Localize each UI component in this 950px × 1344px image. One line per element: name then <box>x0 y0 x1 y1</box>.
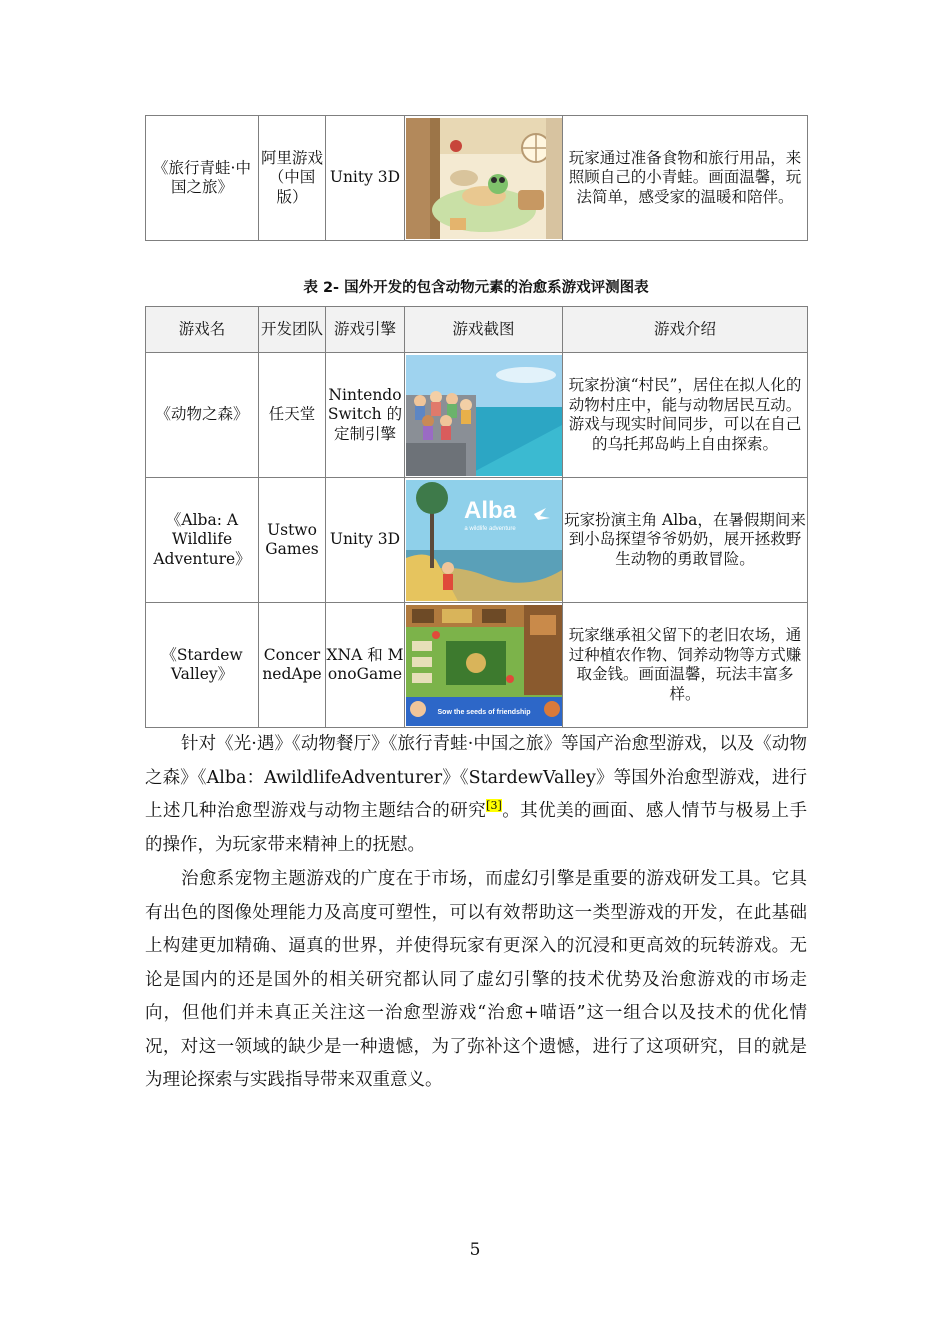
screenshot-cell <box>405 478 563 603</box>
screenshot-cell <box>405 353 563 478</box>
engine-cell: Unity 3D <box>326 116 405 241</box>
dev-team-cell: 任天堂 <box>259 353 326 478</box>
screenshot-cell <box>405 116 563 241</box>
travel-frog-screenshot <box>406 118 562 239</box>
table-row <box>146 353 808 478</box>
page-number: 5 <box>469 1240 481 1260</box>
table-row <box>146 603 808 728</box>
table-foreign-games <box>145 306 808 728</box>
stardew-valley-screenshot <box>406 605 562 726</box>
header-game-name: 游戏名 <box>146 307 259 353</box>
paragraph-text: 。其优美的画面、感人情节与极易上手的操作，为玩家带来精神上的抚慰。 <box>145 801 808 855</box>
game-intro-cell: 玩家扮演“村民”，居住在拟人化的动物村庄中，能与动物居民互动。游戏与现实时间同步，可以在自己的乌托邦岛屿上自由探索。 <box>563 353 808 478</box>
stardew-banner-text: Sow the seeds of friendship <box>437 708 530 716</box>
game-name-cell: 《旅行青蛙·中国之旅》 <box>146 116 259 241</box>
game-name-cell: 《Alba: A Wildlife Adventure》 <box>146 478 259 603</box>
game-name-cell: 《Stardew Valley》 <box>146 603 259 728</box>
paragraph-text: 针对《光·遇》《动物餐厅》《旅行青蛙·中国之旅》等国产治愈型游戏，以及《动物之森》《Alba：AwildlifeAdventurer》《StardewValley》等国外治愈型游戏，进行上述几种治愈型游戏与动物主题结合的研究 <box>145 734 807 821</box>
body-paragraph-2: 治愈系宠物主题游戏的广度在于市场，而虚幻引擎是重要的游戏研发工具。它具有出色的图像处理能力及高度可塑性，可以有效帮助这一类型游戏的开发，在此基础上构建更加精确、逼真的世界，并使得玩家有更深入的沉浸和更高效的玩转游戏。无论是国内的还是国外的相关研究都认同了虚幻引擎的技术优势及治愈游戏的市场走向，但他们并未真正关注这一治愈型游戏“治愈+喵语”这一组合以及技术的优化情况，对这一领域的缺少是一种遗憾，为了弥补这个遗憾，进行了这项研究，目的就是为理论探索与实践指导带来双重意义。 <box>145 869 807 1090</box>
citation-link[interactable]: [3] <box>486 799 502 813</box>
table-domestic-games <box>145 115 808 241</box>
animal-crossing-screenshot <box>406 355 562 476</box>
game-intro-cell: 玩家通过准备食物和旅行用品，来照顾自己的小青蛙。画面温馨，玩法简单，感受家的温暖和陪伴。 <box>563 116 808 241</box>
dev-team-cell: Ustwo Games <box>259 478 326 603</box>
game-intro-cell: 玩家扮演主角 Alba，在暑假期间来到小岛探望爷爷奶奶，展开拯救野生动物的勇敢冒险。 <box>563 478 808 603</box>
table-row <box>146 116 808 241</box>
engine-cell: Unity 3D <box>326 478 405 603</box>
header-screenshot: 游戏截图 <box>405 307 563 353</box>
body-paragraph-1 <box>145 728 807 862</box>
engine-cell: Nintendo Switch 的定制引擎 <box>326 353 405 478</box>
dev-team-cell: 阿里游戏（中国版） <box>259 116 326 241</box>
engine-cell: XNA 和 MonoGame <box>326 603 405 728</box>
table-header-row <box>146 307 808 353</box>
dev-team-cell: ConcernedApe <box>259 603 326 728</box>
screenshot-cell <box>405 603 563 728</box>
game-name-cell: 《动物之森》 <box>146 353 259 478</box>
alba-screenshot <box>406 480 562 601</box>
header-dev-team: 开发团队 <box>259 307 326 353</box>
table-caption: 表 2- 国外开发的包含动物元素的治愈系游戏评测图表 <box>303 280 649 296</box>
header-engine: 游戏引擎 <box>326 307 405 353</box>
game-intro-cell: 玩家继承祖父留下的老旧农场，通过种植农作物、饲养动物等方式赚取金钱。画面温馨，玩法丰富多样。 <box>563 603 808 728</box>
table-row <box>146 478 808 603</box>
header-intro: 游戏介绍 <box>563 307 808 353</box>
alba-logo-subtitle: a wildlife adventure <box>463 525 516 532</box>
alba-logo-title: Alba <box>463 496 516 524</box>
